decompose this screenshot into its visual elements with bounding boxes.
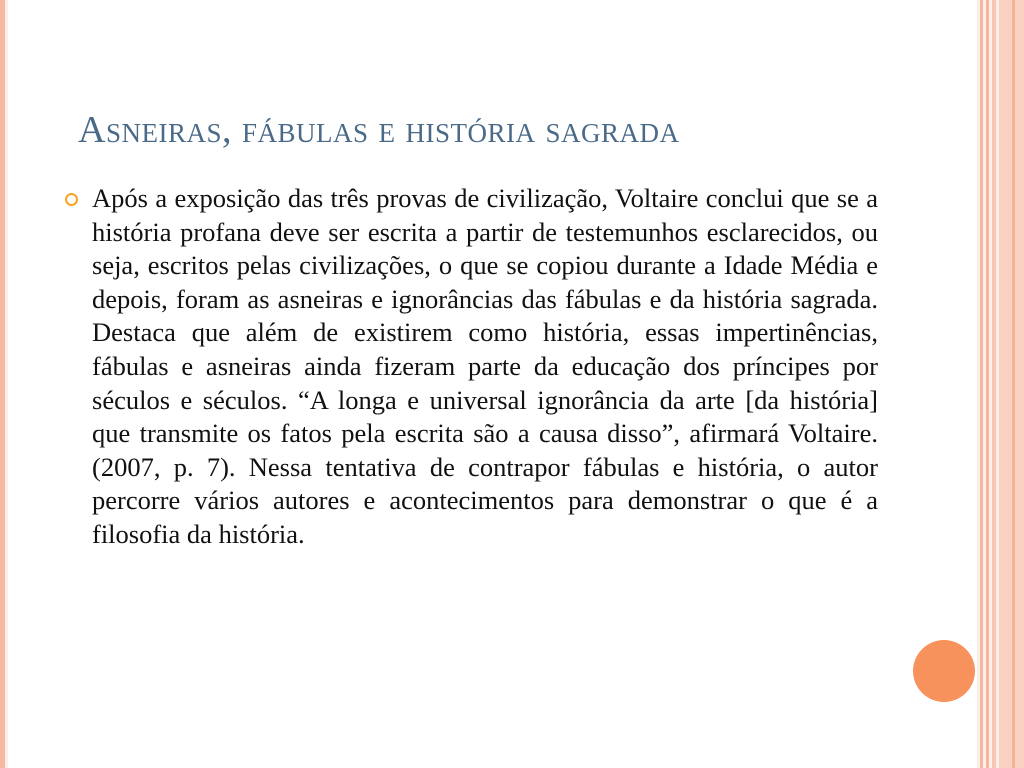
bullet-list <box>60 182 878 552</box>
right-border-stripe <box>992 0 996 768</box>
slide-title: Asneiras, fábulas e história sagrada <box>78 109 680 151</box>
orange-circle-decoration <box>913 640 975 702</box>
right-border-stripe <box>1012 0 1015 768</box>
bullet-ring-icon <box>65 193 78 206</box>
right-border-stripe <box>986 0 989 768</box>
left-border-stripe <box>0 0 5 768</box>
right-border-stripe <box>980 0 983 768</box>
bullet-text: Após a exposição das três provas de civilização, Voltaire conclui que se a história profana deve ser escrita a partir de testemunhos esclarecidos, ou seja, escritos pelas civilizações, o que se copiou durante a Idade Média e depois, foram as asneiras e ignorâncias das fábulas e da história sagrada. Destaca que além de existirem como história, essas impertinências, fábulas e asneiras ainda fizeram parte da educação dos príncipes por séculos e séculos. “A longa e universal ignorância da arte [da história] que transmite os fatos pela escrita são a causa disso”, afirmará Voltaire. (2007, p. 7). Nessa tentativa de contrapor fábulas e história, o autor percorre vários autores e acontecimentos para demonstrar o que é a filosofia da história. <box>92 183 878 549</box>
bullet-item <box>60 182 878 552</box>
